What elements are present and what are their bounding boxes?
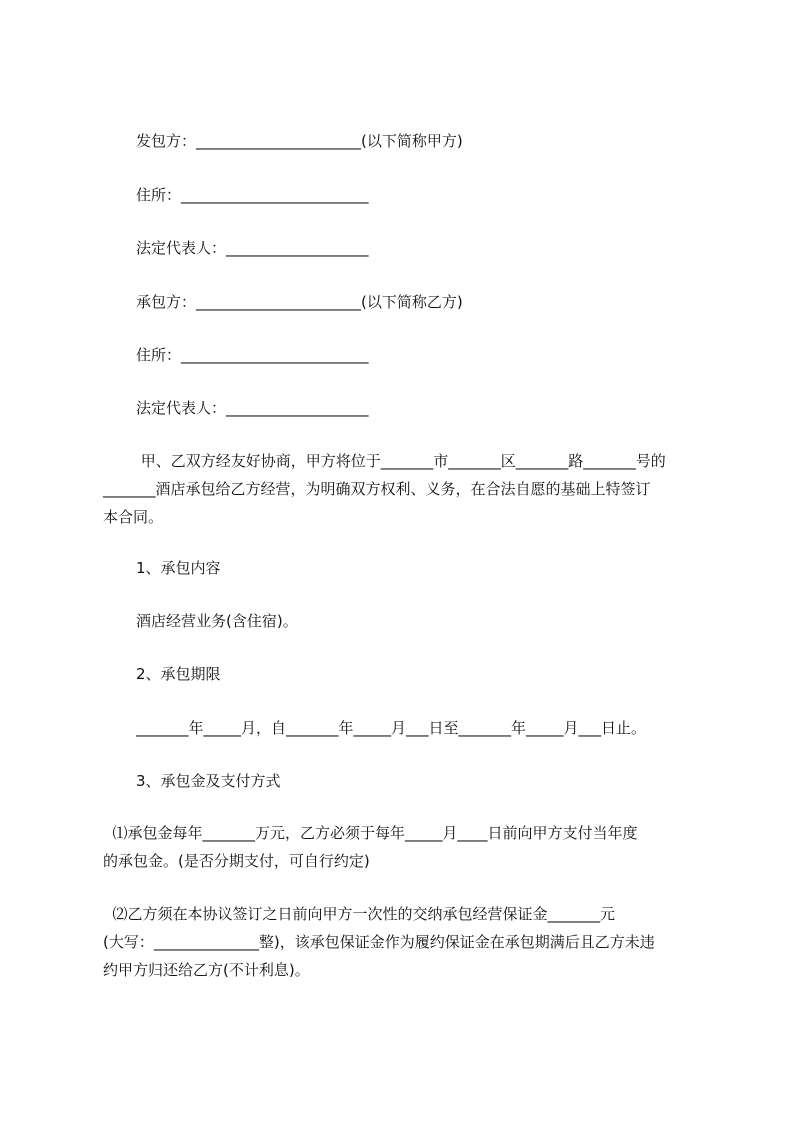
party-b-representative-line: 法定代表人：___________________ <box>136 399 369 417</box>
party-b-line: 承包方：______________________(以下简称乙方) <box>136 293 463 311</box>
section-2-heading: 2、承包期限 <box>136 665 221 683</box>
section-3-item-1-line-1: ⑴承包金每年_______万元，乙方必须于每年_____月____日前向甲方支付当年度 <box>103 824 638 842</box>
section-2-body: _______年_____月，自_______年_____月___日至_______年_____月___日止。 <box>136 719 647 737</box>
party-a-line: 发包方：______________________(以下简称甲方) <box>136 132 463 150</box>
section-3-item-2-line-3: 约甲方归还给乙方(不计利息)。 <box>103 961 310 979</box>
party-a-address-line: 住所：_________________________ <box>136 186 369 204</box>
preamble-line-1: 甲、乙双方经友好协商，甲方将位于_______市_______区_______路_______号的 <box>136 452 666 470</box>
party-b-address-line: 住所：_________________________ <box>136 346 369 364</box>
preamble-line-3: 本合同。 <box>103 508 164 526</box>
section-3-item-1-line-2: 的承包金。(是否分期支付，可自行约定) <box>103 852 370 870</box>
section-1-body: 酒店经营业务(含住宿)。 <box>136 612 298 630</box>
section-3-heading: 3、承包金及支付方式 <box>136 772 281 790</box>
section-3-item-2-line-2: (大写：______________整)，该承包保证金作为履约保证金在承包期满后且乙方未违 <box>103 933 655 951</box>
section-1-heading: 1、承包内容 <box>136 559 221 577</box>
section-3-item-2-line-1: ⑵乙方须在本协议签订之日前向甲方一次性的交纳承包经营保证金_______元 <box>103 905 616 923</box>
preamble-line-2: _______酒店承包给乙方经营，为明确双方权利、义务，在合法自愿的基础上特签订 <box>103 480 651 498</box>
party-a-representative-line: 法定代表人：___________________ <box>136 239 369 257</box>
